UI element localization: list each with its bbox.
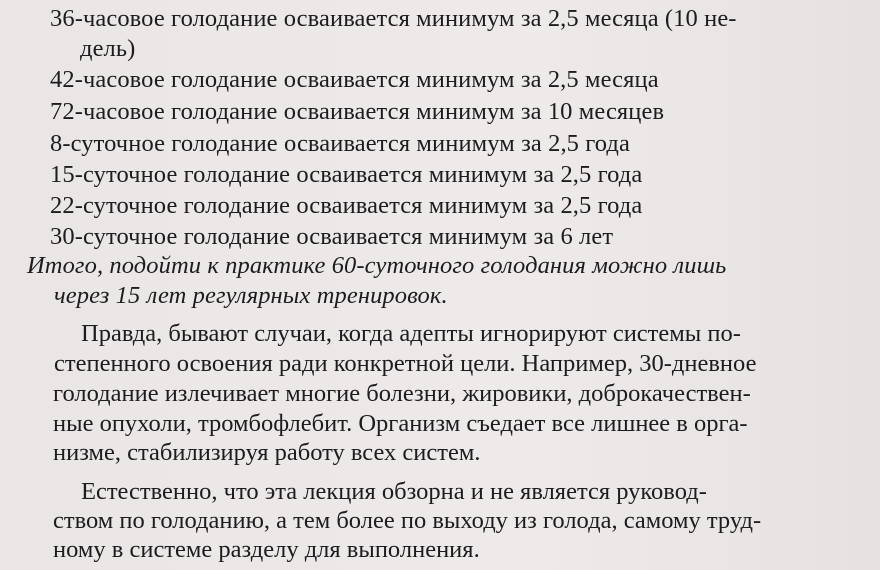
paragraph1-line-4: ные опухоли, тромбофлебит. Организм съедает все лишнее в орга- [53, 410, 748, 437]
summary-line-2: через 15 лет регулярных тренировок. [54, 282, 448, 309]
paragraph2-line-3: ному в системе разделу для выполнения. [53, 536, 480, 563]
list-line-1: 36-часовое голодание осваивается минимум за 2,5 месяца (10 не- [50, 5, 737, 32]
paragraph1-line-1: Правда, бывают случаи, когда адепты игнорируют системы по- [81, 320, 741, 347]
paragraph1-line-5: низме, стабилизируя работу всех систем. [53, 439, 481, 466]
list-line-5: 8-суточное голодание осваивается минимум за 2,5 года [50, 130, 630, 157]
list-line-2: дель) [80, 35, 136, 62]
list-line-3: 42-часовое голодание осваивается минимум за 2,5 месяца [50, 66, 659, 93]
list-line-8: 30-суточное голодание осваивается минимум за 6 лет [50, 223, 614, 250]
paragraph1-line-2: степенного освоения ради конкретной цели. Например, 30-дневное [54, 350, 757, 377]
summary-line-1: Итого, подойти к практике 60-суточного голодания можно лишь [27, 252, 727, 279]
list-line-4: 72-часовое голодание осваивается минимум за 10 месяцев [50, 98, 665, 125]
paragraph2-line-1: Естественно, что эта лекция обзорна и не является руковод- [81, 478, 707, 505]
list-line-7: 22-суточное голодание осваивается минимум за 2,5 года [50, 192, 643, 219]
list-line-6: 15-суточное голодание осваивается минимум за 2,5 года [50, 161, 643, 188]
paragraph1-line-3: голодание излечивает многие болезни, жировики, доброкачествен- [53, 380, 751, 407]
paragraph2-line-2: ством по голоданию, а тем более по выходу из голода, самому труд- [53, 507, 762, 534]
